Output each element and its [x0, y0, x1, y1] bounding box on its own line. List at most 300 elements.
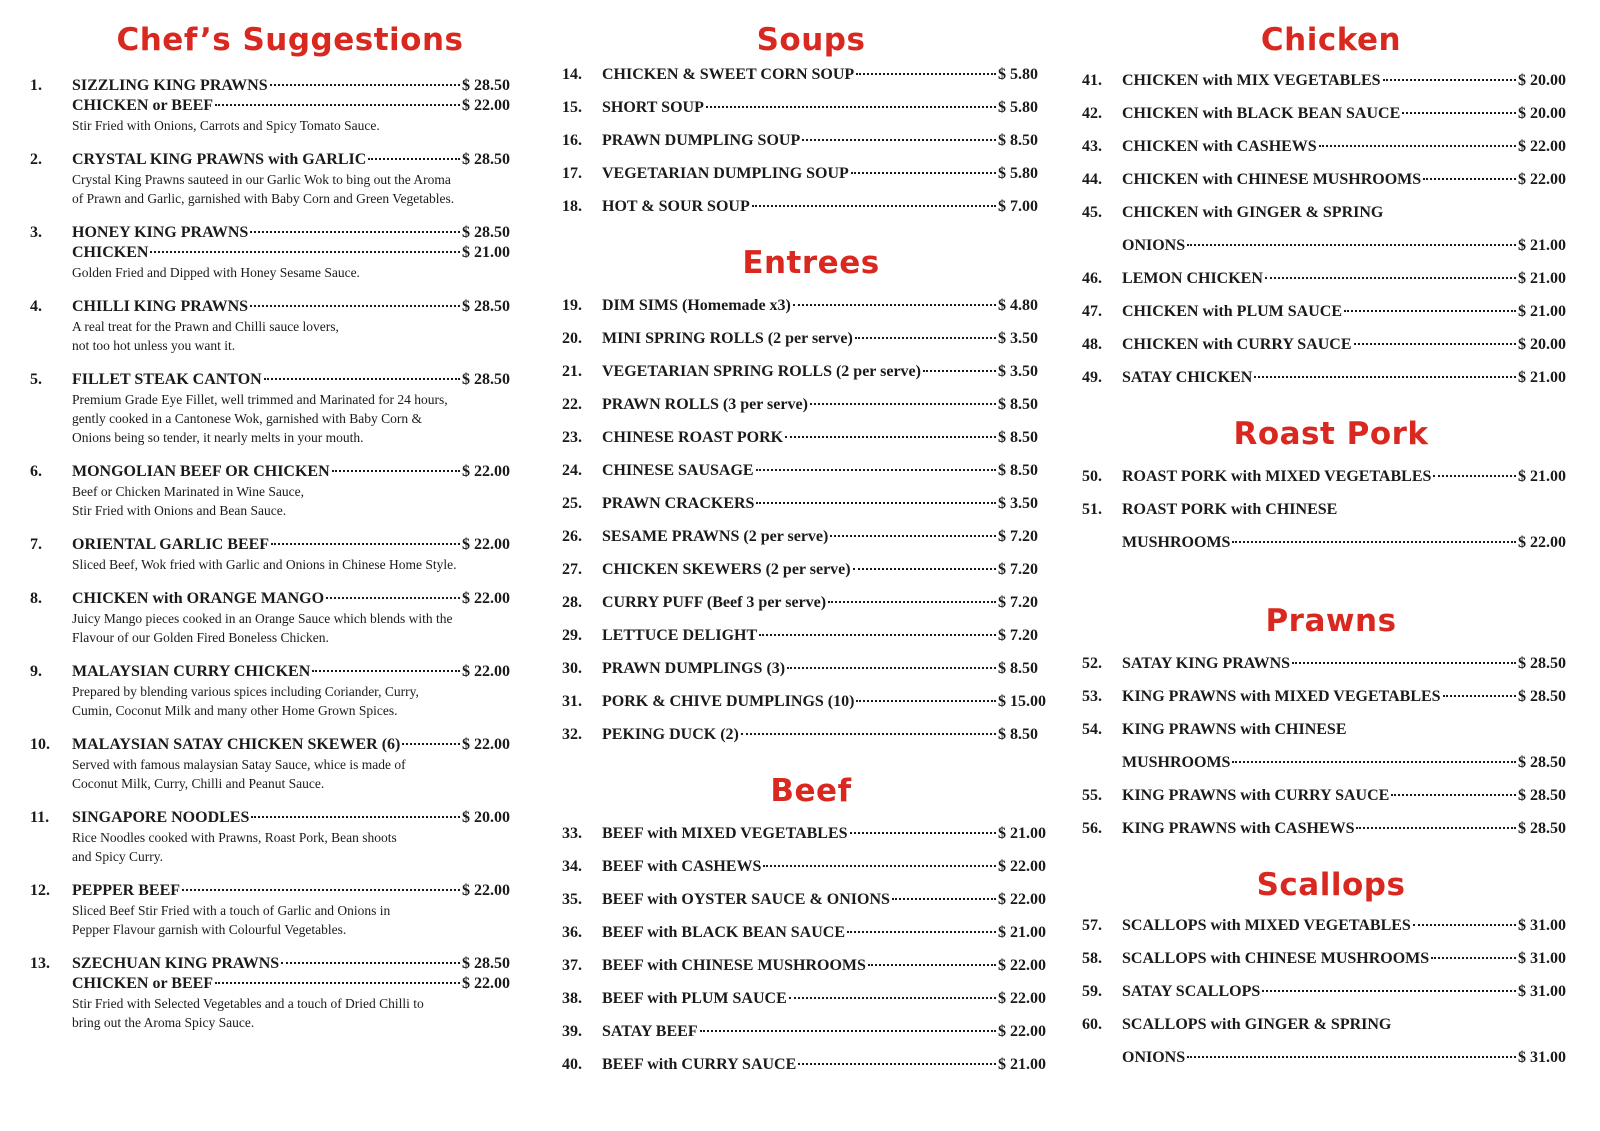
item-number: 53.	[1082, 688, 1102, 705]
item-name: MALAYSIAN SATAY CHICKEN SKEWER (6)	[72, 736, 401, 753]
menu-item	[562, 726, 1060, 759]
item-number: 33.	[562, 825, 582, 842]
item-body	[1122, 72, 1580, 90]
item-price: $ 22.00	[462, 97, 510, 114]
item-description: Juicy Mango pieces cooked in an Orange Sauce which blends with the Flavour of our Golden Fired Boneless Chicken.	[72, 611, 453, 645]
dot-leader	[798, 1063, 996, 1065]
menu-item	[1082, 721, 1580, 754]
item-body	[602, 726, 1060, 744]
item-number: 57.	[1082, 917, 1102, 934]
dot-leader	[326, 597, 460, 599]
item-price: $ 28.50	[1518, 688, 1566, 705]
item-number: 31.	[562, 693, 582, 710]
item-price: $ 31.00	[1518, 950, 1566, 967]
item-number: 4.	[30, 298, 42, 315]
item-price: $ 28.50	[462, 224, 510, 241]
item-body	[72, 462, 510, 520]
item-number: 16.	[562, 132, 582, 149]
item-body	[1122, 983, 1580, 1001]
item-price: $ 22.00	[1518, 138, 1566, 155]
menu-item	[562, 693, 1060, 726]
item-body	[602, 627, 1060, 645]
dot-leader	[741, 733, 996, 735]
item-line	[72, 662, 510, 682]
menu-item	[1082, 369, 1580, 402]
item-price: $ 21.00	[1518, 468, 1566, 485]
item-body	[72, 223, 510, 282]
dot-leader	[793, 304, 996, 306]
dot-leader	[264, 378, 460, 380]
item-name: LEMON CHICKEN	[1122, 270, 1263, 287]
item-price: $ 8.50	[998, 429, 1038, 446]
entrees-list	[562, 297, 1060, 759]
item-number: 55.	[1082, 787, 1102, 804]
item-number: 23.	[562, 429, 582, 446]
item-name: SCALLOPS with CHINESE MUSHROOMS	[1122, 950, 1430, 967]
item-line	[72, 150, 510, 170]
item-name: SATAY BEEF	[602, 1023, 698, 1040]
item-line	[72, 76, 510, 96]
item-number: 41.	[1082, 72, 1102, 89]
item-body	[602, 132, 1060, 150]
item-body	[602, 990, 1060, 1008]
item-price: $ 5.80	[998, 66, 1038, 83]
menu-item	[1082, 204, 1580, 237]
soups-list	[562, 66, 1060, 231]
item-line	[72, 974, 510, 994]
item-number: 42.	[1082, 105, 1102, 122]
item-name: PRAWN CRACKERS	[602, 495, 755, 512]
menu-item	[562, 462, 1060, 495]
item-body	[602, 528, 1060, 546]
item-name: CHICKEN with PLUM SAUCE	[1122, 303, 1343, 320]
dot-leader	[830, 535, 996, 537]
item-number: 51.	[1082, 501, 1102, 518]
item-name: MINI SPRING ROLLS (2 per serve)	[602, 330, 853, 347]
item-name: BEEF with CURRY SAUCE	[602, 1056, 797, 1073]
item-number: 58.	[1082, 950, 1102, 967]
dot-leader	[785, 436, 996, 438]
menu-item	[562, 132, 1060, 165]
menu-item	[562, 1023, 1060, 1056]
item-body	[602, 495, 1060, 513]
item-number: 43.	[1082, 138, 1102, 155]
menu-item	[562, 198, 1060, 231]
item-price: $ 7.20	[998, 627, 1038, 644]
menu-item	[30, 881, 510, 939]
item-name: CHICKEN or BEEF	[72, 975, 214, 992]
dot-leader	[892, 898, 996, 900]
dot-leader	[402, 743, 460, 745]
menu-item	[562, 297, 1060, 330]
item-name: PEKING DUCK (2)	[602, 726, 739, 743]
item-line	[72, 735, 510, 755]
item-price: $ 20.00	[1518, 72, 1566, 89]
dot-leader	[251, 816, 460, 818]
chicken-heading: Chicken	[1260, 22, 1402, 58]
item-body	[72, 150, 510, 208]
item-number: 38.	[562, 990, 582, 1007]
dot-leader	[312, 670, 460, 672]
menu-item	[30, 150, 510, 208]
column-chefs-suggestions	[30, 18, 510, 1047]
item-body	[72, 662, 510, 720]
dot-leader	[1232, 541, 1516, 543]
item-name: SIZZLING KING PRAWNS	[72, 77, 268, 94]
item-number: 50.	[1082, 468, 1102, 485]
item-name: CHINESE SAUSAGE	[602, 462, 754, 479]
item-name: SATAY SCALLOPS	[1122, 983, 1261, 1000]
dot-leader	[850, 832, 996, 834]
item-number: 19.	[562, 297, 582, 314]
item-name: PRAWN DUMPLING SOUP	[602, 132, 801, 149]
item-body	[602, 891, 1060, 909]
menu-item	[562, 627, 1060, 660]
item-name: ROAST PORK with MIXED VEGETABLES	[1122, 468, 1432, 485]
item-body	[602, 1023, 1060, 1041]
item-name: BEEF with MIXED VEGETABLES	[602, 825, 848, 842]
item-number: 10.	[30, 736, 50, 753]
dot-leader	[1383, 79, 1516, 81]
dot-leader	[855, 337, 996, 339]
item-body	[1122, 950, 1580, 968]
item-price: $ 21.00	[1518, 237, 1566, 254]
item-body	[1122, 688, 1580, 706]
item-body	[1122, 754, 1580, 772]
item-name: MONGOLIAN BEEF OR CHICKEN	[72, 463, 330, 480]
item-number: 24.	[562, 462, 582, 479]
dot-leader	[856, 700, 996, 702]
prawns-section	[1082, 599, 1580, 853]
item-body	[1122, 917, 1580, 935]
item-price: $ 28.50	[462, 151, 510, 168]
item-name: PEPPER BEEF	[72, 882, 181, 899]
beef-list	[562, 825, 1060, 1089]
item-body	[1122, 468, 1580, 486]
menu-item	[30, 297, 510, 355]
item-name: CHICKEN with MIX VEGETABLES	[1122, 72, 1381, 89]
item-body	[602, 1056, 1060, 1074]
menu-item	[30, 462, 510, 520]
menu-item	[562, 165, 1060, 198]
item-line	[72, 96, 510, 116]
dot-leader	[215, 104, 460, 106]
item-number: 26.	[562, 528, 582, 545]
item-body	[72, 881, 510, 939]
item-number: 11.	[30, 809, 50, 826]
item-description: Prepared by blending various spices including Coriander, Curry, Cumin, Coconut Milk and many other Home Grown Spices.	[72, 684, 419, 718]
item-body	[72, 954, 510, 1032]
item-price: $ 22.00	[998, 1023, 1046, 1040]
dot-leader	[182, 889, 460, 891]
item-body	[602, 957, 1060, 975]
item-price: $ 28.50	[462, 371, 510, 388]
item-name: ROAST PORK with CHINESE	[1122, 501, 1338, 518]
item-name: PRAWN ROLLS (3 per serve)	[602, 396, 808, 413]
item-price: $ 22.00	[998, 891, 1046, 908]
item-number: 60.	[1082, 1016, 1102, 1033]
menu-item	[562, 924, 1060, 957]
menu-item	[1082, 820, 1580, 853]
item-price: $ 4.80	[998, 297, 1038, 314]
item-name: BEEF with CHINESE MUSHROOMS	[602, 957, 866, 974]
item-name: HOT & SOUR SOUP	[602, 198, 750, 215]
item-number: 54.	[1082, 721, 1102, 738]
item-price: $ 22.00	[462, 463, 510, 480]
item-price: $ 28.50	[1518, 655, 1566, 672]
item-line	[72, 881, 510, 901]
item-body	[1122, 1016, 1580, 1034]
item-price: $ 7.20	[998, 528, 1038, 545]
item-price: $ 22.00	[462, 536, 510, 553]
item-price: $ 3.50	[998, 495, 1038, 512]
item-price: $ 31.00	[1518, 983, 1566, 1000]
item-price: $ 8.50	[998, 660, 1038, 677]
menu-item	[1082, 1016, 1580, 1049]
dot-leader	[828, 601, 996, 603]
item-name: CHICKEN with ORANGE MANGO	[72, 590, 325, 607]
item-price: $ 28.50	[462, 955, 510, 972]
dot-leader	[1413, 924, 1516, 926]
dot-leader	[1292, 662, 1516, 664]
item-body	[1122, 369, 1580, 387]
menu-item	[1082, 468, 1580, 501]
item-name: CHICKEN with BLACK BEAN SAUCE	[1122, 105, 1401, 122]
item-name: SATAY CHICKEN	[1122, 369, 1253, 386]
item-body	[1122, 171, 1580, 189]
item-price: $ 22.00	[462, 663, 510, 680]
item-price: $ 20.00	[462, 809, 510, 826]
item-description: A real treat for the Prawn and Chilli sauce lovers, not too hot unless you want it.	[72, 319, 339, 353]
item-body	[602, 594, 1060, 612]
item-price: $ 28.50	[1518, 787, 1566, 804]
dot-leader	[1344, 310, 1516, 312]
menu-item	[30, 223, 510, 282]
item-number: 36.	[562, 924, 582, 941]
menu-item-continued	[1082, 754, 1580, 787]
item-number: 2.	[30, 151, 42, 168]
item-body	[602, 99, 1060, 117]
item-line	[72, 808, 510, 828]
item-price: $ 22.00	[1518, 171, 1566, 188]
item-number: 29.	[562, 627, 582, 644]
item-body	[602, 165, 1060, 183]
item-number: 48.	[1082, 336, 1102, 353]
item-name: HONEY KING PRAWNS	[72, 224, 249, 241]
menu-item	[562, 99, 1060, 132]
menu-item	[562, 495, 1060, 528]
item-price: $ 21.00	[1518, 270, 1566, 287]
entrees-section	[562, 241, 1060, 759]
dot-leader	[856, 73, 996, 75]
item-name: LETTUCE DELIGHT	[602, 627, 758, 644]
item-name: SATAY KING PRAWNS	[1122, 655, 1291, 672]
item-price: $ 20.00	[1518, 105, 1566, 122]
item-description: Sliced Beef, Wok fried with Garlic and Onions in Chinese Home Style.	[72, 557, 457, 572]
item-body	[1122, 237, 1580, 255]
dot-leader	[756, 502, 996, 504]
dot-leader	[847, 931, 996, 933]
item-name: CHICKEN & SWEET CORN SOUP	[602, 66, 855, 83]
item-name: BEEF with CASHEWS	[602, 858, 762, 875]
item-body	[1122, 534, 1580, 552]
item-line	[72, 370, 510, 390]
dot-leader	[1254, 376, 1516, 378]
menu-item	[1082, 787, 1580, 820]
item-number: 40.	[562, 1056, 582, 1073]
item-number: 27.	[562, 561, 582, 578]
item-number: 52.	[1082, 655, 1102, 672]
item-price: $ 21.00	[998, 1056, 1046, 1073]
item-description: Sliced Beef Stir Fried with a touch of Garlic and Onions in Pepper Flavour garnish with Colourful Vegetables.	[72, 903, 391, 937]
item-price: $ 21.00	[1518, 303, 1566, 320]
dot-leader	[250, 231, 460, 233]
item-body	[602, 825, 1060, 843]
item-number: 20.	[562, 330, 582, 347]
item-name-continued: MUSHROOMS	[1122, 754, 1231, 771]
item-price: $ 22.00	[462, 736, 510, 753]
item-price: $ 7.00	[998, 198, 1038, 215]
dot-leader	[763, 865, 996, 867]
roast-pork-list	[1082, 468, 1580, 567]
menu-item	[562, 66, 1060, 99]
item-number: 45.	[1082, 204, 1102, 221]
item-price: $ 28.50	[462, 298, 510, 315]
item-price: $ 22.00	[998, 858, 1046, 875]
item-body	[1122, 820, 1580, 838]
item-body	[72, 76, 510, 135]
item-number: 44.	[1082, 171, 1102, 188]
dot-leader	[787, 667, 996, 669]
menu-item	[562, 858, 1060, 891]
item-name-continued: ONIONS	[1122, 237, 1186, 254]
item-body	[602, 66, 1060, 84]
column-soups-entrees-beef	[562, 18, 1060, 1099]
item-description: Premium Grade Eye Fillet, well trimmed and Marinated for 24 hours, gently cooked in a Cantonese Wok, garnished with Baby Corn & Onions being so tender, it nearly melts in your mouth.	[72, 392, 448, 445]
menu-item	[30, 370, 510, 447]
item-body	[1122, 270, 1580, 288]
item-name: CHICKEN with CHINESE MUSHROOMS	[1122, 171, 1422, 188]
item-name: SHORT SOUP	[602, 99, 704, 116]
item-line	[72, 535, 510, 555]
menu-item	[1082, 688, 1580, 721]
item-name: CHICKEN with GINGER & SPRING	[1122, 204, 1384, 221]
item-body	[602, 330, 1060, 348]
dot-leader	[1443, 695, 1516, 697]
menu-item	[562, 825, 1060, 858]
dot-leader	[789, 997, 996, 999]
item-price: $ 21.00	[462, 244, 510, 261]
item-body	[1122, 336, 1580, 354]
item-name: CHINESE ROAST PORK	[602, 429, 784, 446]
chicken-section	[1082, 18, 1580, 402]
item-price: $ 28.50	[1518, 754, 1566, 771]
item-name: KING PRAWNS with CHINESE	[1122, 721, 1347, 738]
dot-leader	[802, 139, 996, 141]
item-number: 15.	[562, 99, 582, 116]
item-number: 30.	[562, 660, 582, 677]
item-line	[72, 243, 510, 263]
item-body	[72, 808, 510, 866]
item-body	[1122, 721, 1580, 739]
dot-leader	[1433, 475, 1516, 477]
dot-leader	[1402, 112, 1516, 114]
dot-leader	[759, 634, 996, 636]
item-number: 9.	[30, 663, 42, 680]
item-description: Golden Fried and Dipped with Honey Sesame Sauce.	[72, 265, 360, 280]
item-name: KING PRAWNS with CASHEWS	[1122, 820, 1355, 837]
item-number: 46.	[1082, 270, 1102, 287]
item-number: 34.	[562, 858, 582, 875]
item-number: 18.	[562, 198, 582, 215]
item-name: CRYSTAL KING PRAWNS with GARLIC	[72, 151, 367, 168]
dot-leader	[756, 469, 996, 471]
item-name-continued: ONIONS	[1122, 1049, 1186, 1066]
item-number: 17.	[562, 165, 582, 182]
prawns-heading: Prawns	[1265, 603, 1397, 639]
dot-leader	[810, 403, 996, 405]
menu-item	[1082, 171, 1580, 204]
item-description: Beef or Chicken Marinated in Wine Sauce, Stir Fried with Onions and Bean Sauce.	[72, 484, 305, 518]
item-body	[1122, 1049, 1580, 1067]
item-number: 56.	[1082, 820, 1102, 837]
item-number: 35.	[562, 891, 582, 908]
item-number: 13.	[30, 955, 50, 972]
item-number: 14.	[562, 66, 582, 83]
item-price: $ 5.80	[998, 99, 1038, 116]
item-price: $ 31.00	[1518, 1049, 1566, 1066]
item-price: $ 31.00	[1518, 917, 1566, 934]
item-body	[72, 535, 510, 574]
item-name: KING PRAWNS with CURRY SAUCE	[1122, 787, 1390, 804]
item-name: ORIENTAL GARLIC BEEF	[72, 536, 270, 553]
item-price: $ 3.50	[998, 330, 1038, 347]
item-body	[602, 429, 1060, 447]
item-body	[602, 462, 1060, 480]
menu-item	[30, 535, 510, 574]
item-price: $ 22.00	[462, 590, 510, 607]
item-price: $ 3.50	[998, 363, 1038, 380]
item-name: CHICKEN SKEWERS (2 per serve)	[602, 561, 851, 578]
dot-leader	[1354, 343, 1516, 345]
dot-leader	[923, 370, 996, 372]
item-body	[1122, 105, 1580, 123]
menu-item	[1082, 72, 1580, 105]
dot-leader	[1356, 827, 1516, 829]
item-number: 59.	[1082, 983, 1102, 1000]
item-price: $ 8.50	[998, 132, 1038, 149]
dot-leader	[1319, 145, 1516, 147]
item-line	[72, 954, 510, 974]
menu-item	[1082, 105, 1580, 138]
item-price: $ 5.80	[998, 165, 1038, 182]
item-price: $ 20.00	[1518, 336, 1566, 353]
item-name: DIM SIMS (Homemade x3)	[602, 297, 791, 314]
dot-leader	[1431, 957, 1516, 959]
item-price: $ 15.00	[998, 693, 1046, 710]
dot-leader	[368, 158, 460, 160]
item-body	[602, 396, 1060, 414]
item-name: CHICKEN or BEEF	[72, 97, 214, 114]
item-body	[72, 735, 510, 793]
menu-item	[562, 660, 1060, 693]
menu-item	[562, 561, 1060, 594]
item-body	[602, 363, 1060, 381]
dot-leader	[271, 543, 460, 545]
item-number: 47.	[1082, 303, 1102, 320]
menu-item	[30, 589, 510, 647]
item-body	[602, 858, 1060, 876]
